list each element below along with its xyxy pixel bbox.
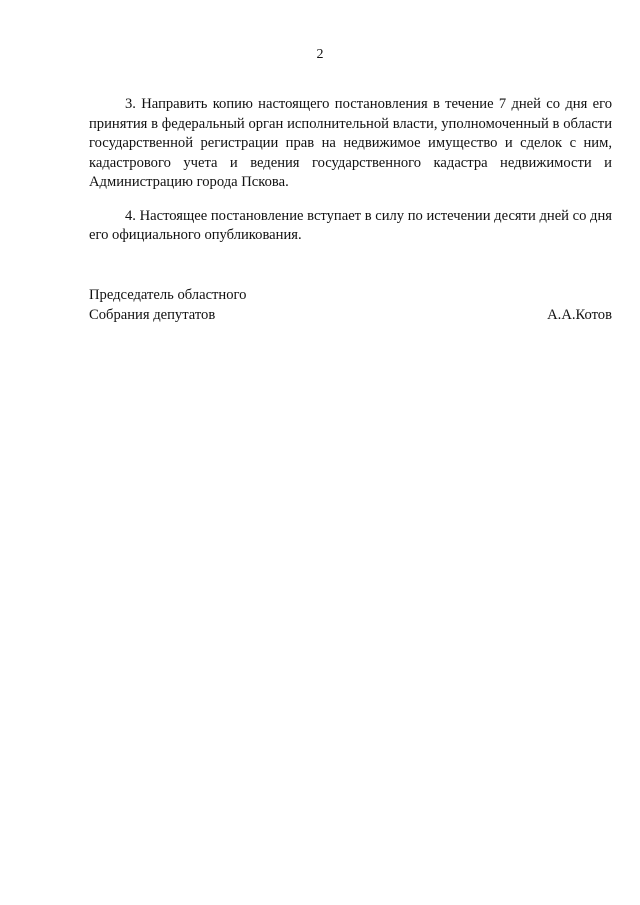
signatory-title-line-2: Собрания депутатов bbox=[89, 306, 216, 323]
signatory-title-line-1: Председатель областного bbox=[89, 287, 247, 303]
document-body bbox=[89, 95, 612, 246]
signature-block bbox=[89, 286, 612, 325]
signature-row bbox=[89, 306, 612, 326]
paragraph-4: 4. Настоящее постановление вступает в силу по истечении десяти дней со дня его официального опубликования. bbox=[89, 207, 613, 243]
signatory-name: А.А.Котов bbox=[547, 306, 612, 323]
paragraph-3: 3. Направить копию настоящего постановления в течение 7 дней со дня его принятия в федеральный орган исполнительной власти, уполномоченный в области государственной регистрации прав на недвижимое имущество и сделок с ним, кадастрового учета и ведения государственного кадастра недвижимости и Администрацию города Пскова. bbox=[89, 96, 612, 190]
page-number: 2 bbox=[316, 47, 324, 62]
